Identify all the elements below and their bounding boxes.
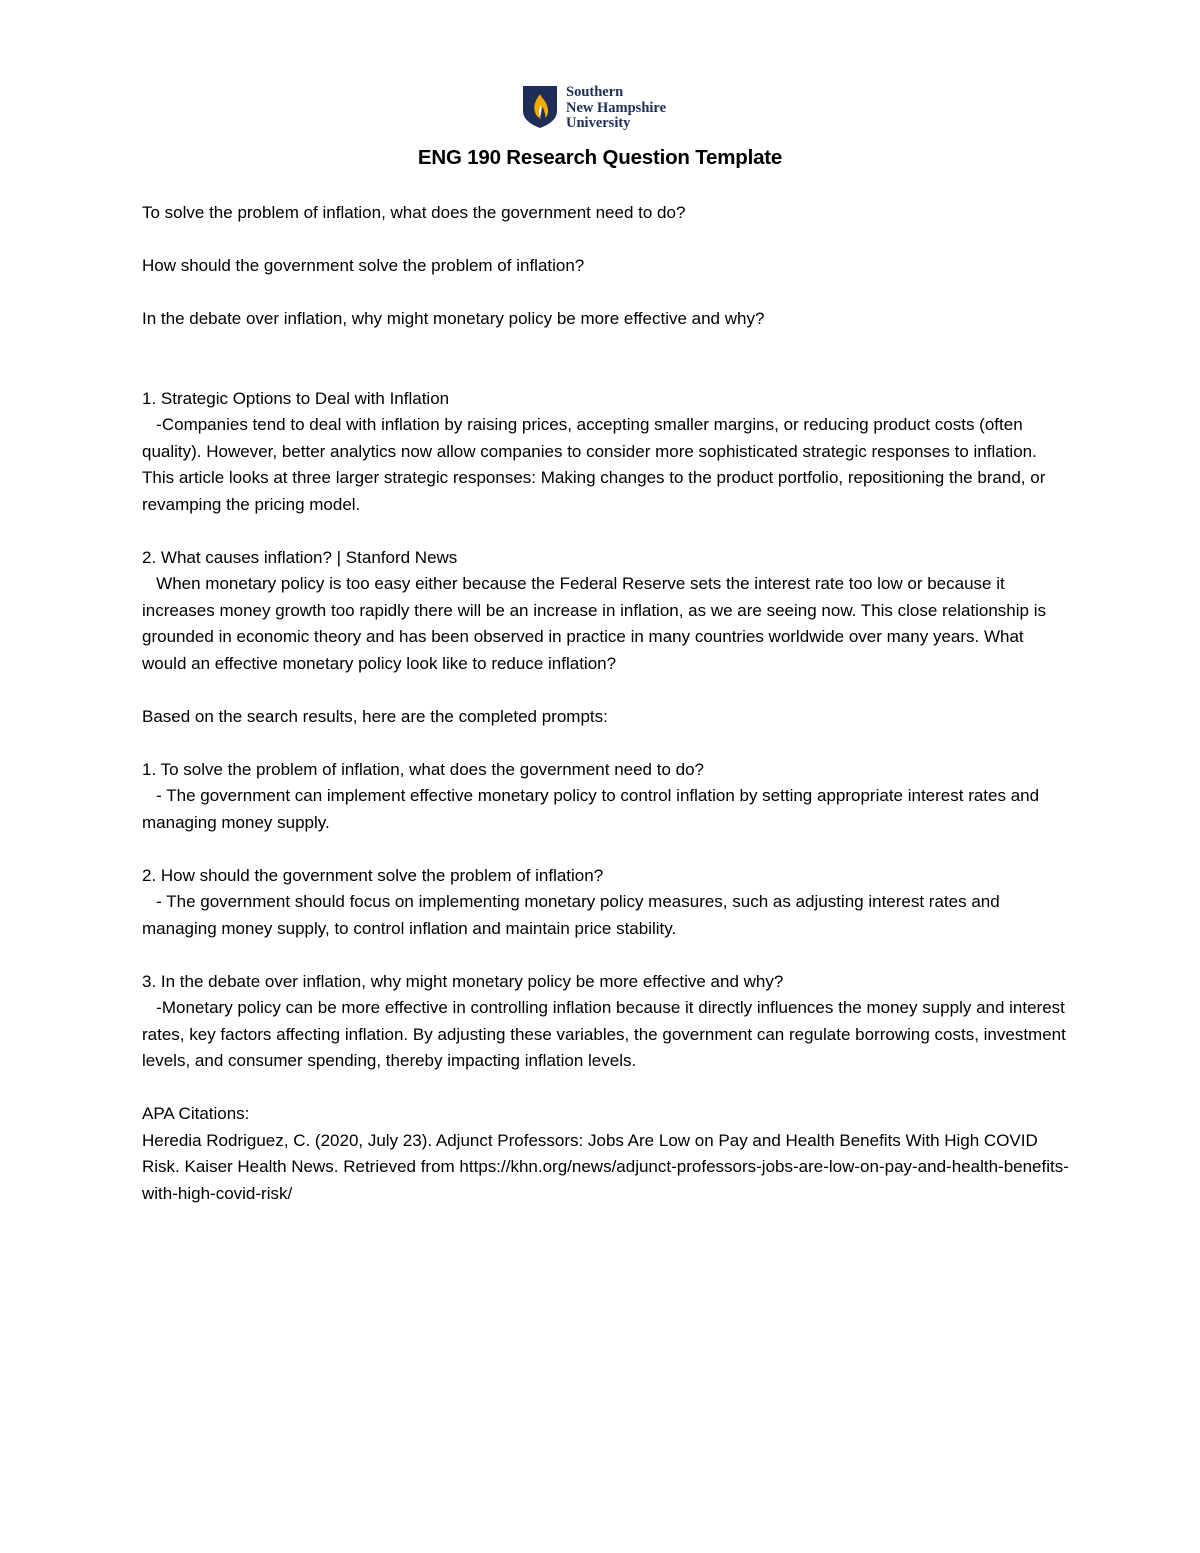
- logo-line-1: Southern: [566, 84, 624, 100]
- source-1-heading: 1. Strategic Options to Deal with Inflation: [142, 388, 450, 408]
- prompt-1-question: 1. To solve the problem of inflation, what does the government need to do?: [142, 759, 704, 779]
- document-title: ENG 190 Research Question Template: [417, 146, 783, 169]
- research-question-2: How should the government solve the problem of inflation?: [142, 256, 585, 275]
- prompt-3-answer: -Monetary policy can be more effective in controlling inflation because it directly influences the money supply and interest rates, key factors affecting inflation. By adjusting these variables, the government can regulate borrowing costs, investment levels, and consumer spending, thereby impacting inflation levels.: [142, 998, 1071, 1070]
- prompts-intro: Based on the search results, here are the completed prompts:: [142, 706, 608, 726]
- research-question-1: To solve the problem of inflation, what does the government need to do?: [142, 203, 686, 222]
- shield-flame-icon: [522, 85, 558, 129]
- source-2-body: When monetary policy is too easy either because the Federal Reserve sets the interest rate too low or because it increases money growth too rapidly there will be an increase in inflation, as we are seeing now. This close relationship is grounded in economic theory and has been observed in practice in many countries worldwide over many years. What would an effective monetary policy look like to reduce inflation?: [142, 574, 1051, 673]
- logo-line-2: New Hampshire: [566, 99, 667, 116]
- document-body: [142, 200, 1072, 1207]
- citations-heading: APA Citations:: [142, 1104, 250, 1123]
- citation-entry: Heredia Rodriguez, C. (2020, July 23). Adjunct Professors: Jobs Are Low on Pay and Health Benefits With High COVID Risk. Kaiser Health News. Retrieved from https://khn.org/news/adjunct-professors-jobs-are-low-on-pay-and-health-benefits-with-high-covid-risk/: [142, 1130, 1069, 1203]
- logo-line-3: University: [566, 115, 631, 131]
- prompt-3-question: 3. In the debate over inflation, why might monetary policy be more effective and why?: [142, 971, 784, 991]
- university-logo: [522, 85, 666, 132]
- logo-wordmark: [566, 85, 666, 132]
- source-2-heading: 2. What causes inflation? | Stanford News: [142, 547, 458, 567]
- prompt-2-question: 2. How should the government solve the problem of inflation?: [142, 865, 604, 885]
- source-1-body: -Companies tend to deal with inflation by raising prices, accepting smaller margins, or reducing product costs (often quality). However, better analytics now allow companies to consider more sophisticated strategic responses to inflation. This article looks at three larger strategic responses: Making changes to the product portfolio, repositioning the brand, or revamping the pricing model.: [142, 415, 1051, 514]
- prompt-2-answer: - The government should focus on implementing monetary policy measures, such as adjusting interest rates and managing money supply, to control inflation and maintain price stability.: [142, 892, 1005, 938]
- research-question-3: In the debate over inflation, why might monetary policy be more effective and why?: [142, 309, 765, 328]
- prompt-1-answer: - The government can implement effective monetary policy to control inflation by setting appropriate interest rates and managing money supply.: [142, 786, 1044, 832]
